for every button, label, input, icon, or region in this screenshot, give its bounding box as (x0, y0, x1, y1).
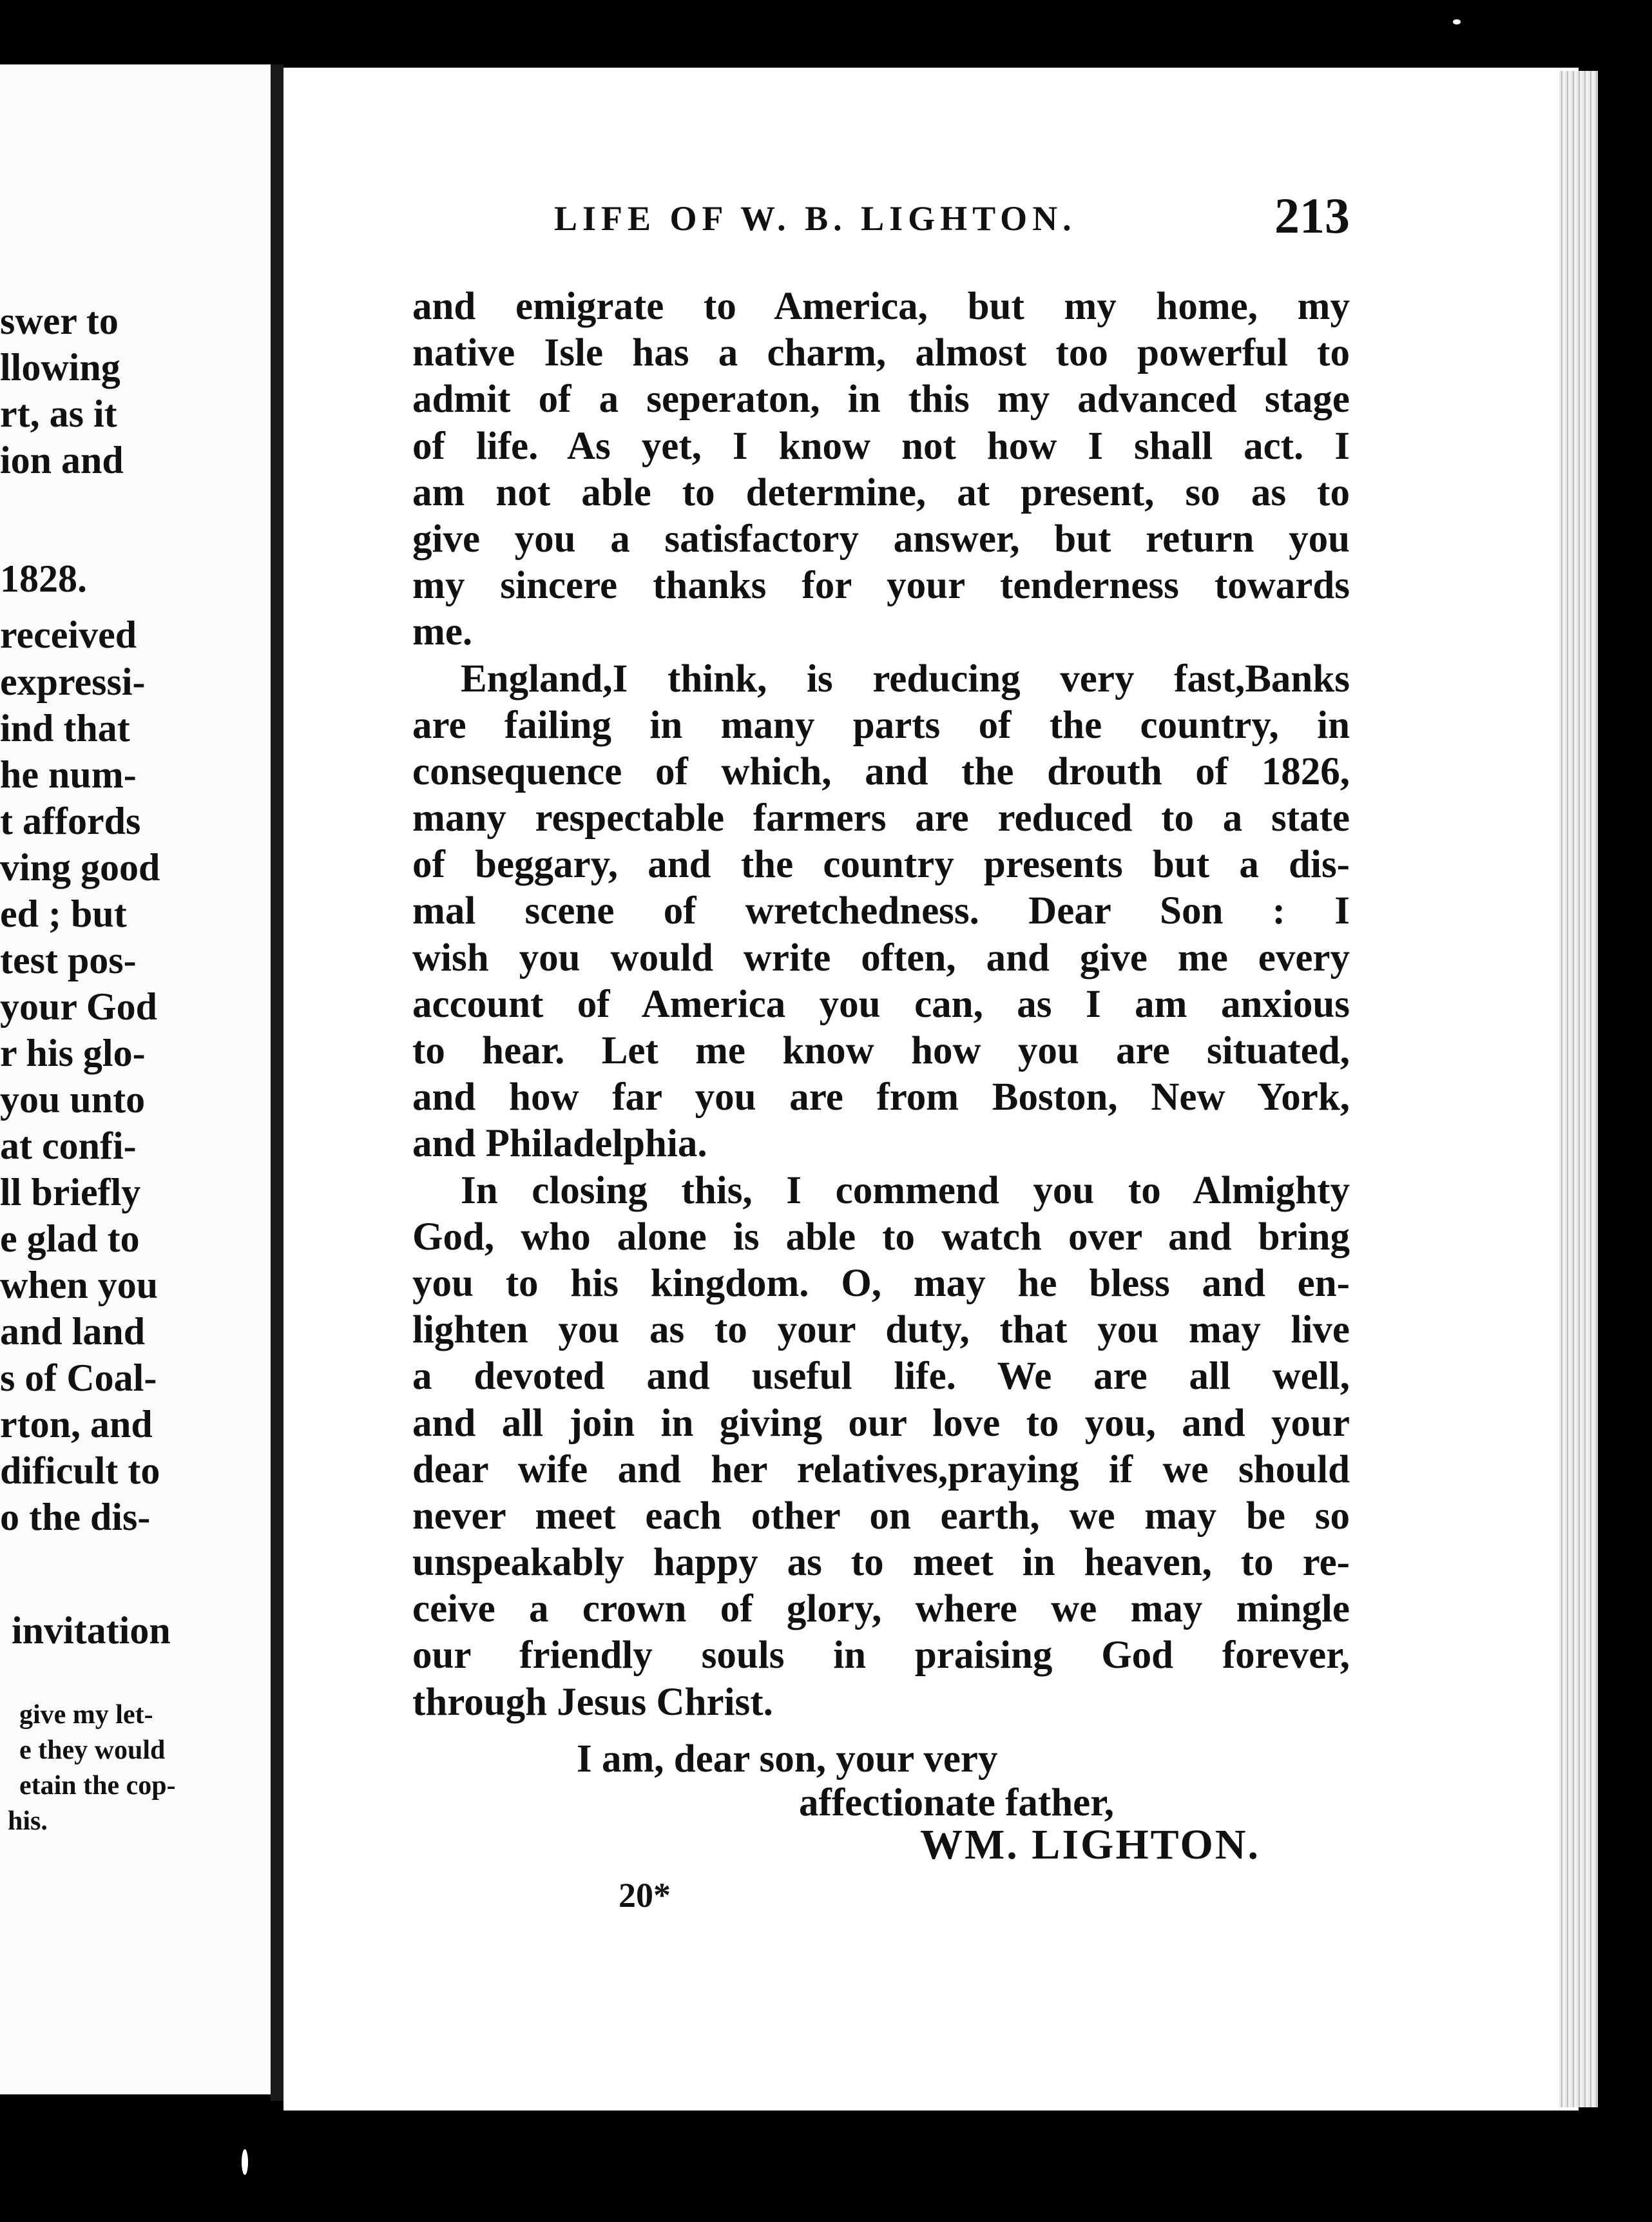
page-header (554, 187, 1350, 245)
facing-page-line: t affords (0, 800, 141, 842)
letter-body (412, 284, 1350, 1726)
text-line: unspeakably happy as to meet in heaven, to re- (412, 1541, 1350, 1585)
facing-page-line: 1828. (0, 557, 87, 600)
text-line: mal scene of wretchedness. Dear Son : I (412, 889, 1350, 933)
text-line: through Jesus Christ. (412, 1680, 773, 1724)
text-line: wish you would write often, and give me every (412, 936, 1350, 980)
text-line: many respectable farmers are reduced to a state (412, 797, 1350, 840)
text-line: of beggary, and the country presents but a dis- (412, 843, 1350, 887)
text-line: In closing this, I commend you to Almighty (461, 1168, 1350, 1212)
page-number: 213 (1274, 188, 1350, 244)
text-line: give you a satisfactory answer, but return you (412, 517, 1350, 561)
text-line: am not able to determine, at present, so as to (412, 470, 1350, 514)
text-line: me. (412, 610, 473, 654)
facing-page-line: o the dis- (0, 1496, 151, 1538)
facing-page-line: rton, and (0, 1403, 153, 1445)
scan-speck (1453, 19, 1461, 24)
book-gutter (271, 64, 283, 2101)
facing-page-line: and land (0, 1310, 146, 1353)
facing-page-footnote-line: give my let- (19, 1700, 153, 1730)
text-line: and all join in giving our love to you, and your (412, 1401, 1350, 1445)
facing-page-footnote-line: etain the cop- (19, 1771, 176, 1801)
text-line: our friendly souls in praising God forever, (412, 1634, 1350, 1677)
text-line: are failing in many parts of the country, in (412, 703, 1350, 747)
page-edges (1559, 71, 1598, 2107)
facing-page-line: s of Coal- (0, 1357, 157, 1399)
facing-page-line: ind that (0, 707, 130, 749)
facing-page-line: expressi- (0, 661, 146, 703)
facing-page-line: your God (0, 985, 157, 1028)
facing-page-line: when you (0, 1264, 158, 1306)
text-line: consequence of which, and the drouth of 1826, (412, 749, 1350, 793)
facing-page-footnote-line: e they would (19, 1735, 166, 1765)
running-title: LIFE OF W. B. LIGHTON. (554, 199, 1077, 238)
facing-page-line: ll briefly (0, 1171, 141, 1213)
facing-page-line: ion and (0, 439, 124, 481)
facing-page-line: received (0, 613, 137, 656)
facing-page-line: dificult to (0, 1449, 160, 1492)
text-line: never meet each other on earth, we may be so (412, 1494, 1350, 1538)
facing-page-line: e glad to (0, 1217, 140, 1260)
facing-page-line: swer to (0, 300, 119, 342)
facing-page-line: llowing (0, 346, 120, 389)
text-line: native Isle has a charm, almost too powerful to (412, 331, 1350, 375)
signature-mark: 20* (619, 1876, 671, 1915)
signature: WM. LIGHTON. (920, 1821, 1261, 1868)
facing-page-line: he num- (0, 753, 137, 796)
text-line: dear wife and her relatives,praying if we should (412, 1447, 1350, 1491)
closing-line-1: I am, dear son, your very (577, 1737, 998, 1781)
facing-page-line: ving good (0, 846, 160, 889)
facing-page-line: ed ; but (0, 893, 127, 935)
closing-line-2: affectionate father, (799, 1781, 1114, 1824)
text-line: you to his kingdom. O, may he bless and en- (412, 1261, 1350, 1305)
text-line: and emigrate to America, but my home, my (412, 285, 1350, 328)
text-line: ceive a crown of glory, where we may mingle (412, 1587, 1350, 1631)
facing-page-line: r his glo- (0, 1032, 146, 1074)
text-line: to hear. Let me know how you are situated, (412, 1029, 1350, 1072)
text-line: account of America you can, as I am anxious (412, 982, 1350, 1026)
facing-page-line: you unto (0, 1078, 146, 1121)
scan-speck (242, 2149, 248, 2175)
text-line: admit of a seperaton, in this my advanced stage (412, 378, 1350, 421)
facing-page-left (0, 64, 271, 2094)
facing-page-footnote-line: his. (8, 1806, 48, 1836)
text-line: of life. As yet, I know not how I shall act. I (412, 424, 1350, 468)
facing-page-line: rt, as it (0, 392, 117, 435)
text-line: lighten you as to your duty, that you may live (412, 1308, 1350, 1352)
text-line: and Philadelphia. (412, 1122, 707, 1166)
text-line: a devoted and useful life. We are all well, (412, 1355, 1350, 1398)
text-line: England,I think, is reducing very fast,Banks (461, 657, 1350, 700)
facing-page-line: at confi- (0, 1125, 137, 1167)
text-line: God, who alone is able to watch over and bring (412, 1215, 1350, 1259)
facing-page-line: invitation (12, 1609, 171, 1652)
text-line: and how far you are from Boston, New York, (412, 1076, 1350, 1119)
facing-page-line: test pos- (0, 939, 137, 981)
text-line: my sincere thanks for your tenderness towards (412, 564, 1350, 608)
